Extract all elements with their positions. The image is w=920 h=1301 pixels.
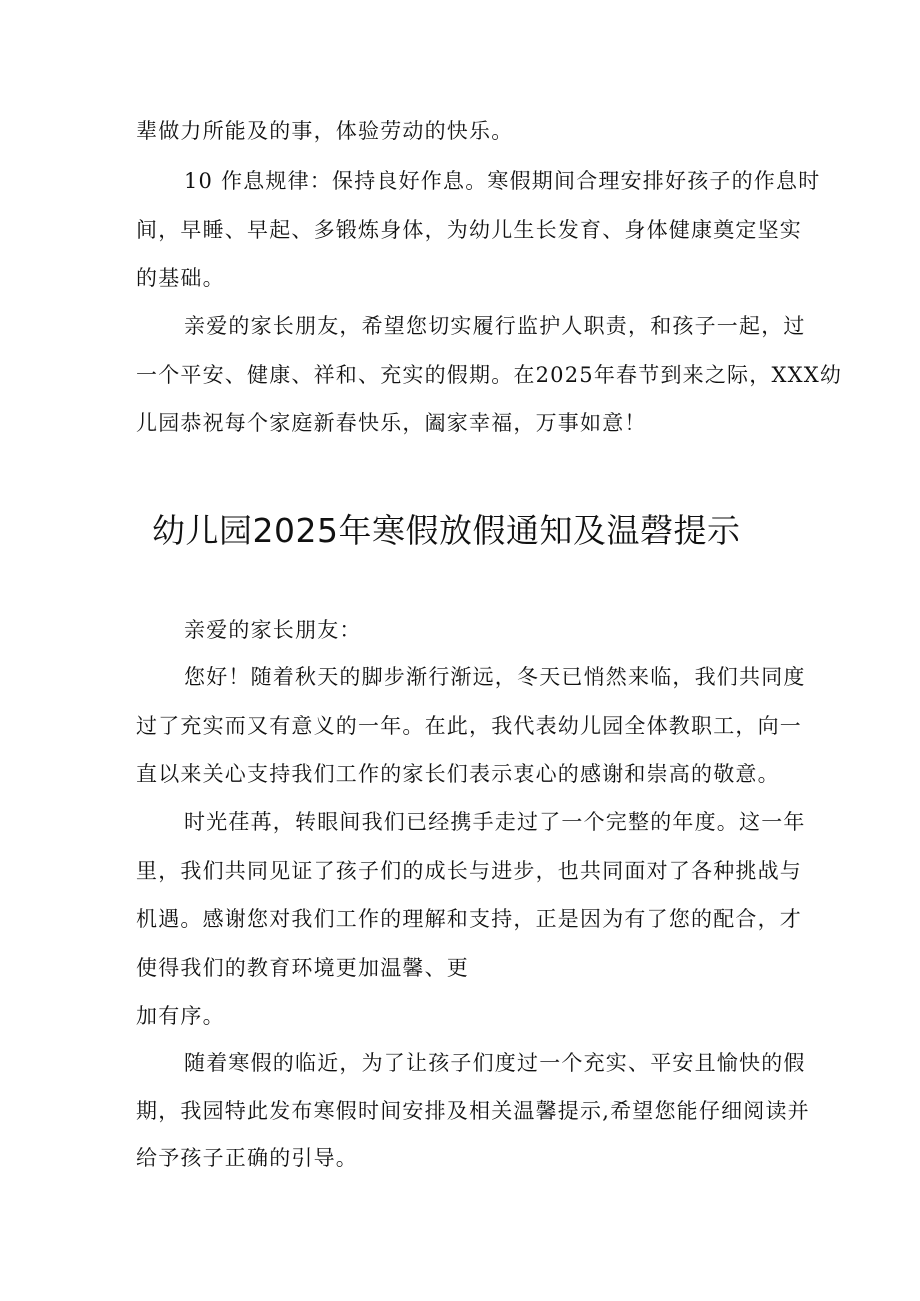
prev-line-1: 辈做力所能及的事，体验劳动的快乐。 [136, 119, 514, 143]
notice-line-7: 机遇。感谢您对我们工作的理解和支持，正是因为有了您的配合，才 [136, 907, 802, 931]
notice-line-9: 加有序。 [136, 1004, 225, 1028]
notice-title: 幼儿园2025年寒假放假通知及温磬提示 [152, 511, 741, 550]
prev-line-5: 亲爱的家长朋友，希望您切实履行监护人职责，和孩子一起，过 [184, 314, 806, 338]
notice-line-6: 里，我们共同见证了孩子们的成长与进步，也共同面对了各种挑战与 [136, 859, 802, 883]
prev-line-7: 儿园恭祝每个家庭新春快乐，阖家幸福，万事如意！ [136, 411, 647, 435]
notice-line-12: 给予孩子正确的引导。 [136, 1146, 358, 1170]
notice-line-10: 随着寒假的临近，为了让孩子们度过一个充实、平安且愉快的假 [184, 1051, 806, 1075]
notice-line-8: 使得我们的教育环境更加温馨、更 [136, 956, 469, 980]
prev-line-2: 10 作息规律：保持良好作息。寒假期间合理安排好孩子的作息时 [184, 169, 821, 193]
prev-line-3: 间，早睡、早起、多锻炼身体，为幼儿生长发育、身体健康奠定坚实 [136, 218, 802, 242]
notice-line-3: 过了充实而又有意义的一年。在此，我代表幼儿园全体教职工，向一 [136, 714, 802, 738]
notice-line-11: 期，我园特此发布寒假时间安排及相关温馨提示,希望您能仔细阅读并 [136, 1099, 810, 1123]
notice-line-2: 您好！随着秋天的脚步渐行渐远，冬天已悄然来临，我们共同度 [184, 665, 806, 689]
prev-line-6: 一个平安、健康、祥和、充实的假期。在2025年春节到来之际，XXX幼 [136, 363, 843, 387]
notice-salutation: 亲爱的家长朋友： [184, 618, 362, 642]
notice-line-4: 直以来关心支持我们工作的家长们表示衷心的感谢和崇高的敬意。 [136, 762, 780, 786]
prev-line-4: 的基础。 [136, 266, 225, 290]
notice-line-5: 时光荏苒，转眼间我们已经携手走过了一个完整的年度。这一年 [184, 810, 806, 834]
